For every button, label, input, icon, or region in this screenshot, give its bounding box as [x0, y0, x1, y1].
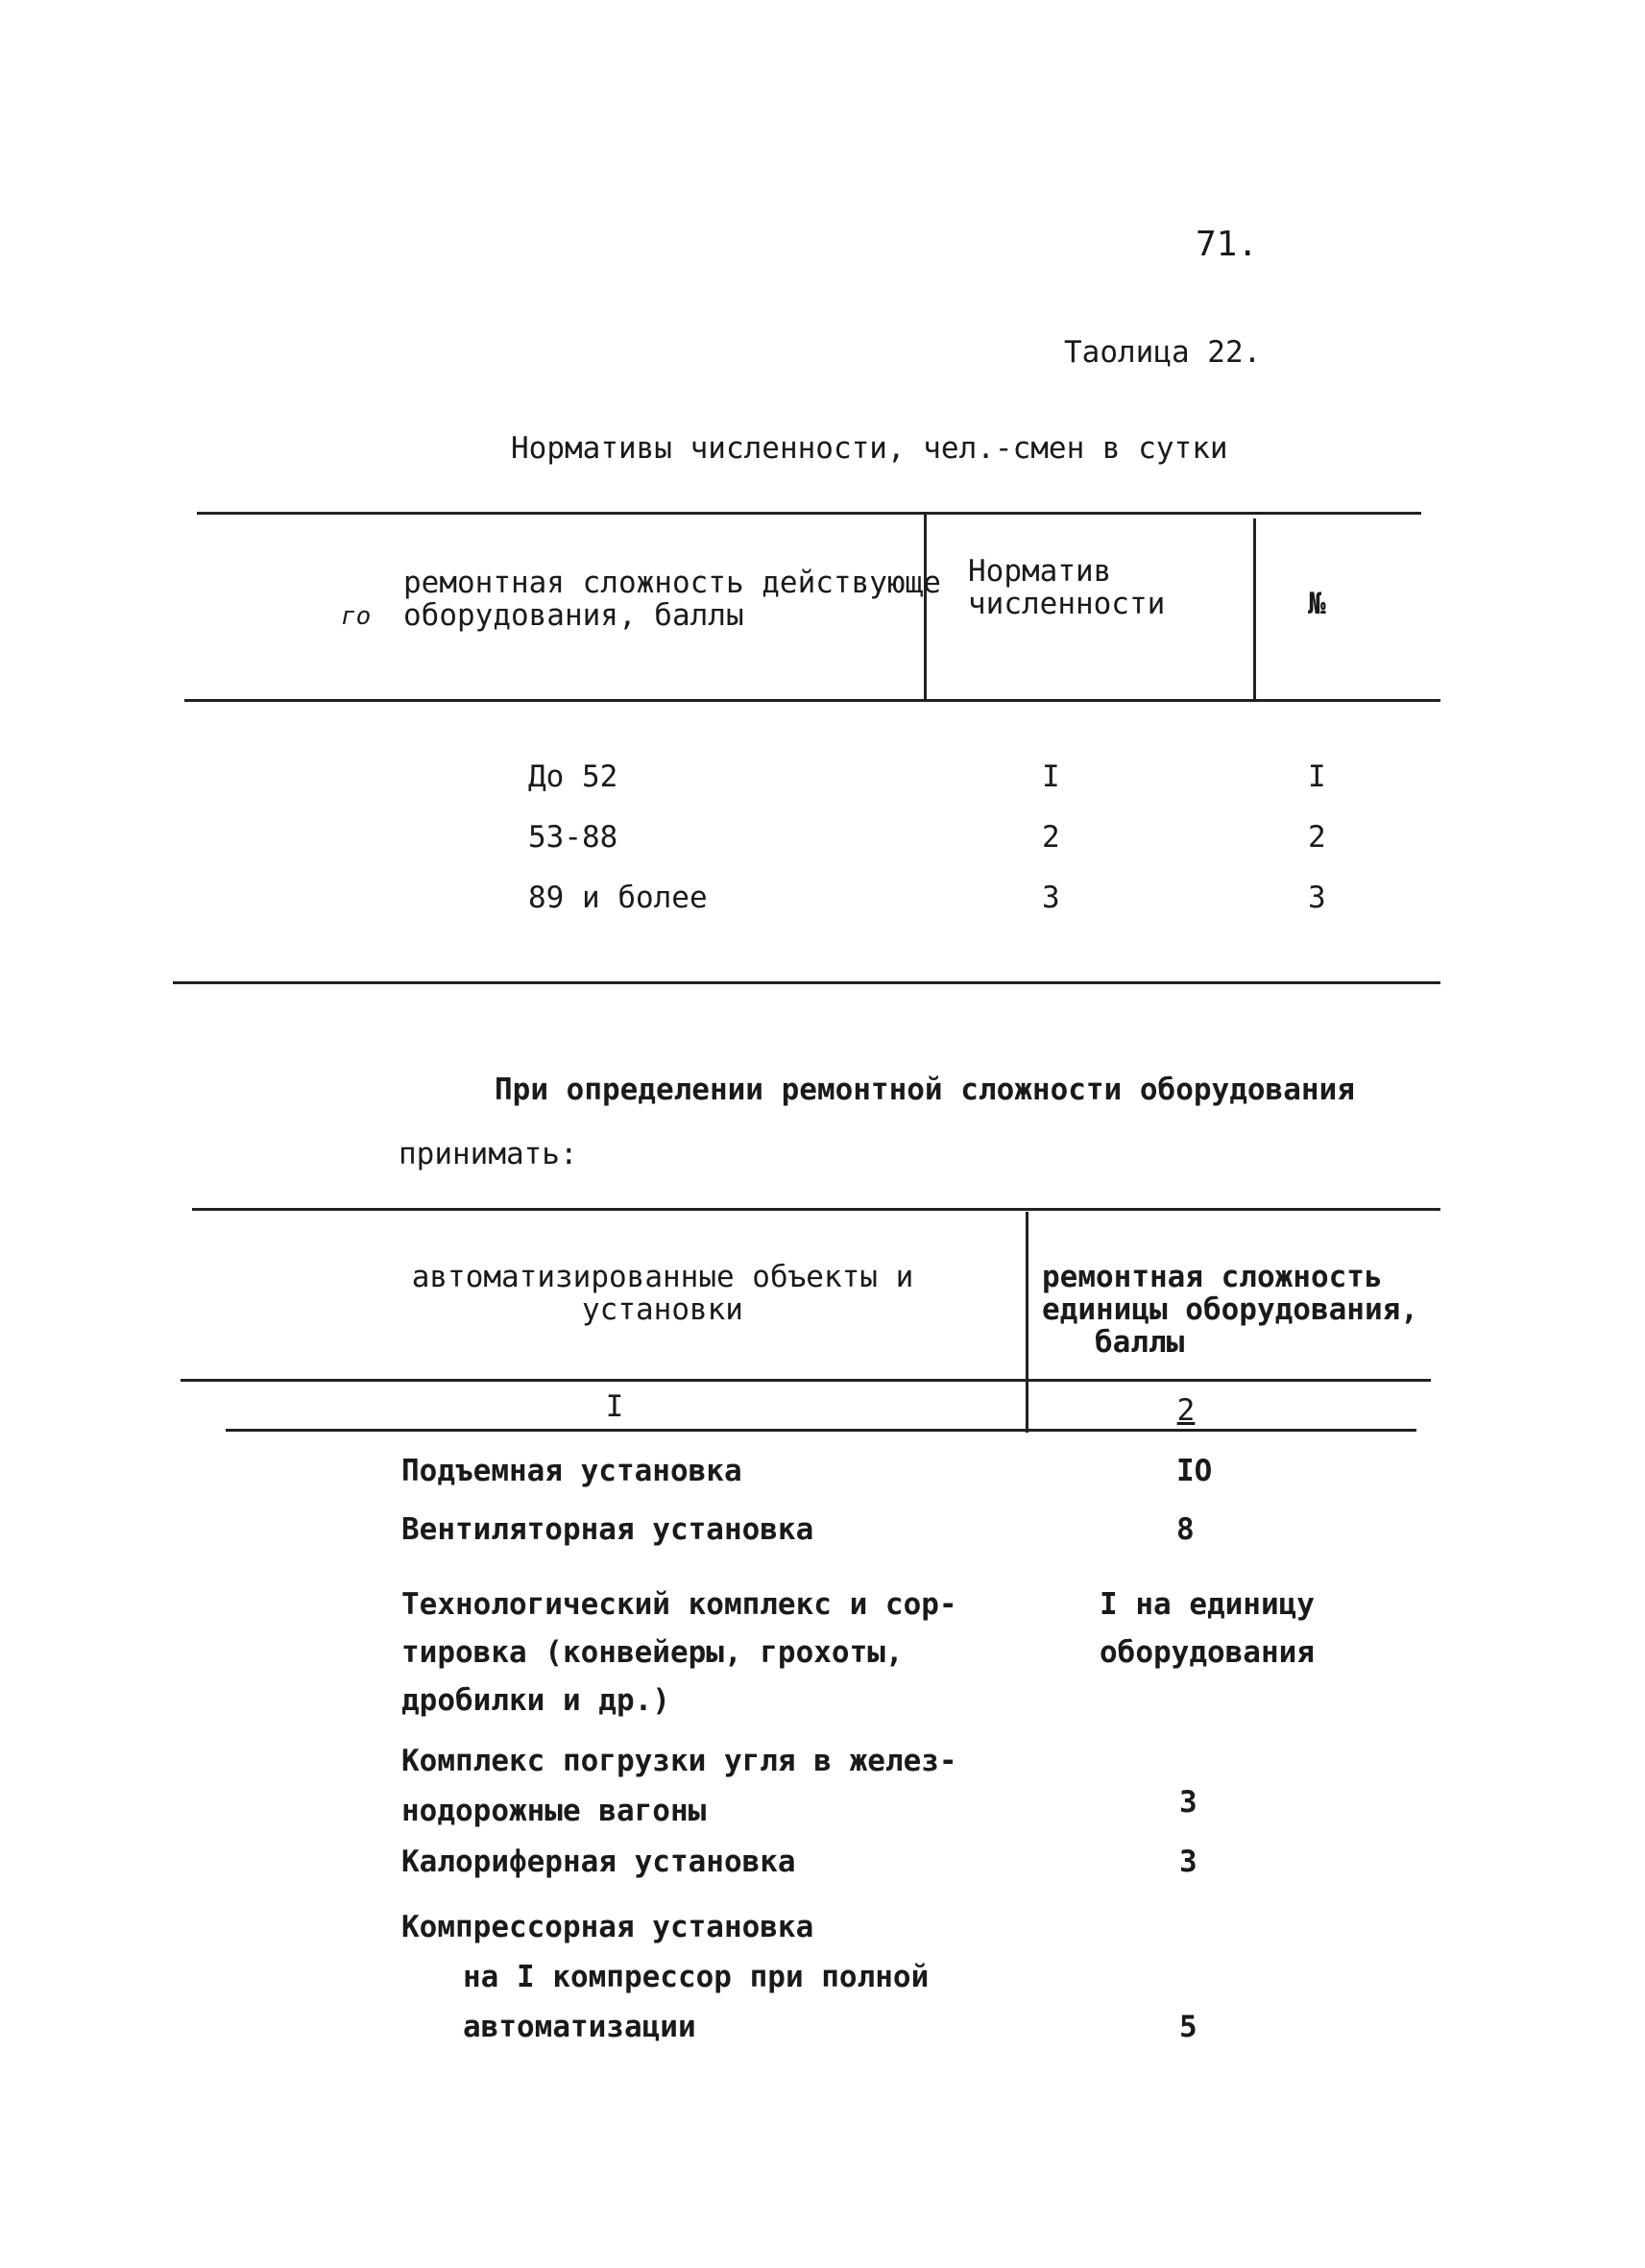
header-number-sign: №	[1308, 587, 1326, 621]
page-number: 71.	[1196, 225, 1259, 264]
row-norm: I	[1042, 760, 1060, 794]
complexity-value: 5	[1179, 2010, 1197, 2044]
table-bottom-rule	[173, 981, 1440, 984]
header-line: единицы оборудования,	[1042, 1292, 1418, 1327]
row-range: До 52	[528, 760, 618, 794]
complexity-value	[1100, 1580, 1315, 1677]
header-objects	[403, 1261, 922, 1326]
header-repair-complexity	[1042, 1261, 1418, 1359]
header-line: ремонтная сложность	[1042, 1260, 1383, 1294]
object-line: тировка (конвейеры, грохоты,	[401, 1635, 904, 1670]
table-title: Нормативы численности, чел.-смен в сутки	[511, 431, 1228, 466]
row-third: 2	[1308, 820, 1326, 855]
complexity-value: IO	[1176, 1454, 1213, 1488]
table-top-rule	[197, 512, 1421, 515]
column-number: 2	[1176, 1393, 1196, 1428]
object-line: нодорожные вагоны	[401, 1794, 707, 1828]
header-line: численности	[968, 587, 1166, 621]
header-bottom-rule	[184, 699, 1440, 702]
object-name: Вентиляторная установка	[401, 1512, 814, 1547]
row-range: 53-88	[528, 820, 618, 855]
paragraph-line: При определении ремонтной сложности оборудования	[495, 1073, 1355, 1107]
object-name: Калориферная установка	[401, 1845, 796, 1879]
object-name	[401, 1736, 957, 1836]
header-line: установки	[582, 1292, 743, 1327]
header-repair-complexity	[403, 567, 941, 632]
table-caption: Таолица 22.	[1064, 335, 1262, 370]
header-prefix: го	[341, 602, 372, 631]
header-line: баллы	[1095, 1325, 1185, 1360]
value-line: оборудования	[1100, 1635, 1315, 1670]
column-divider	[1026, 1212, 1028, 1433]
column-number: I	[605, 1389, 624, 1424]
object-name: автоматизации	[463, 2010, 696, 2044]
object-line: Комплекс погрузки угля в желез-	[401, 1744, 957, 1778]
column-divider	[1253, 519, 1256, 700]
object-line: Технологический комплекс и сор-	[401, 1587, 957, 1622]
object-name: Компрессорная установка	[401, 1910, 814, 1944]
row-third: I	[1308, 760, 1326, 794]
row-norm: 3	[1042, 881, 1060, 915]
paragraph-line: принимать:	[399, 1137, 578, 1171]
object-line: дробилки и др.)	[401, 1683, 670, 1718]
row-third: 3	[1308, 881, 1326, 915]
complexity-value: 8	[1176, 1512, 1195, 1547]
object-name: Подъемная установка	[401, 1454, 742, 1488]
row-norm: 2	[1042, 820, 1060, 855]
numbering-bottom-rule	[226, 1429, 1416, 1432]
table-top-rule	[192, 1208, 1440, 1211]
row-range: 89 и более	[528, 881, 708, 915]
value-line: I на единицу	[1100, 1587, 1315, 1622]
object-name: на I компрессор при полной	[463, 1960, 930, 1994]
complexity-value: 3	[1179, 1845, 1197, 1879]
header-norm	[968, 555, 1165, 620]
object-name	[401, 1580, 957, 1725]
header-line: Норматив	[968, 554, 1112, 589]
header-line: оборудования, баллы	[403, 598, 744, 633]
header-line: ремонтная сложность действующе	[403, 566, 941, 600]
header-bottom-rule	[181, 1379, 1431, 1382]
header-line: автоматизированные объекты и	[411, 1260, 914, 1294]
complexity-value: 3	[1179, 1785, 1197, 1820]
